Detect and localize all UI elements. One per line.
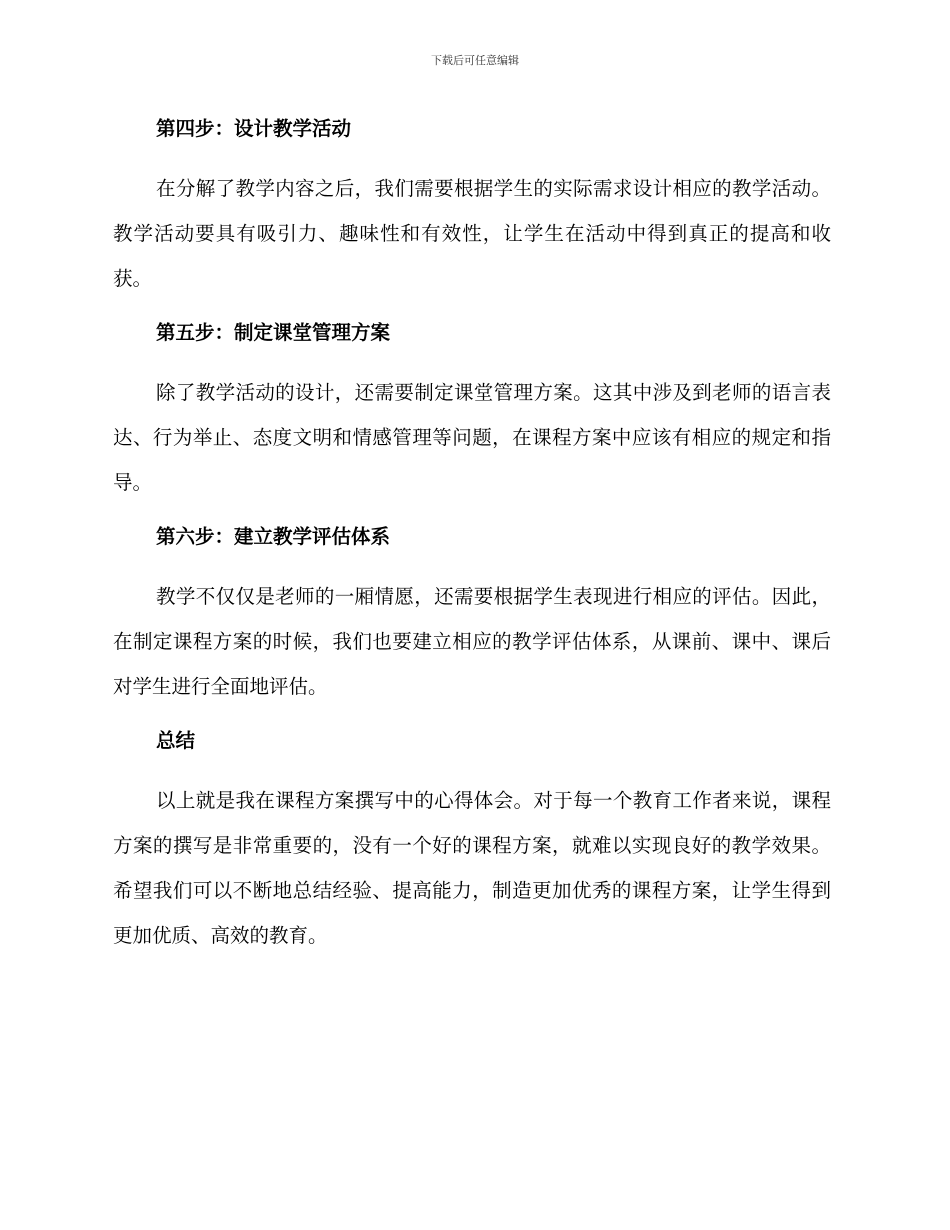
section-heading-step5: 第五步：制定课堂管理方案 (156, 321, 391, 344)
section-heading-step6: 第六步：建立教学评估体系 (156, 525, 391, 548)
section-paragraph-step6: 教学不仅仅是老师的一厢情愿，还需要根据学生表现进行相应的评估。因此，在制定课程方案的时候，我们也要建立相应的教学评估体系，从课前、课中、课后对学生进行全面地评估。 (113, 585, 831, 698)
section-heading-summary: 总结 (156, 729, 196, 752)
section-heading-step4: 第四步：设计教学活动 (156, 117, 352, 140)
section-paragraph-step5: 除了教学活动的设计，还需要制定课堂管理方案。这其中涉及到老师的语言表达、行为举止、态度文明和情感管理等问题，在课程方案中应该有相应的规定和指导。 (113, 381, 831, 494)
document-body (113, 109, 831, 958)
section-paragraph-summary: 以上就是我在课程方案撰写中的心得体会。对于每一个教育工作者来说，课程方案的撰写是非常重要的，没有一个好的课程方案，就难以实现良好的教学效果。希望我们可以不断地总结经验、提高能力，制造更加优秀的课程方案，让学生得到更加优质、高效的教育。 (113, 789, 831, 947)
page-header: 下载后可任意编辑 (431, 54, 519, 67)
section-paragraph-step4: 在分解了教学内容之后，我们需要根据学生的实际需求设计相应的教学活动。教学活动要具有吸引力、趣味性和有效性，让学生在活动中得到真正的提高和收获。 (113, 177, 831, 290)
